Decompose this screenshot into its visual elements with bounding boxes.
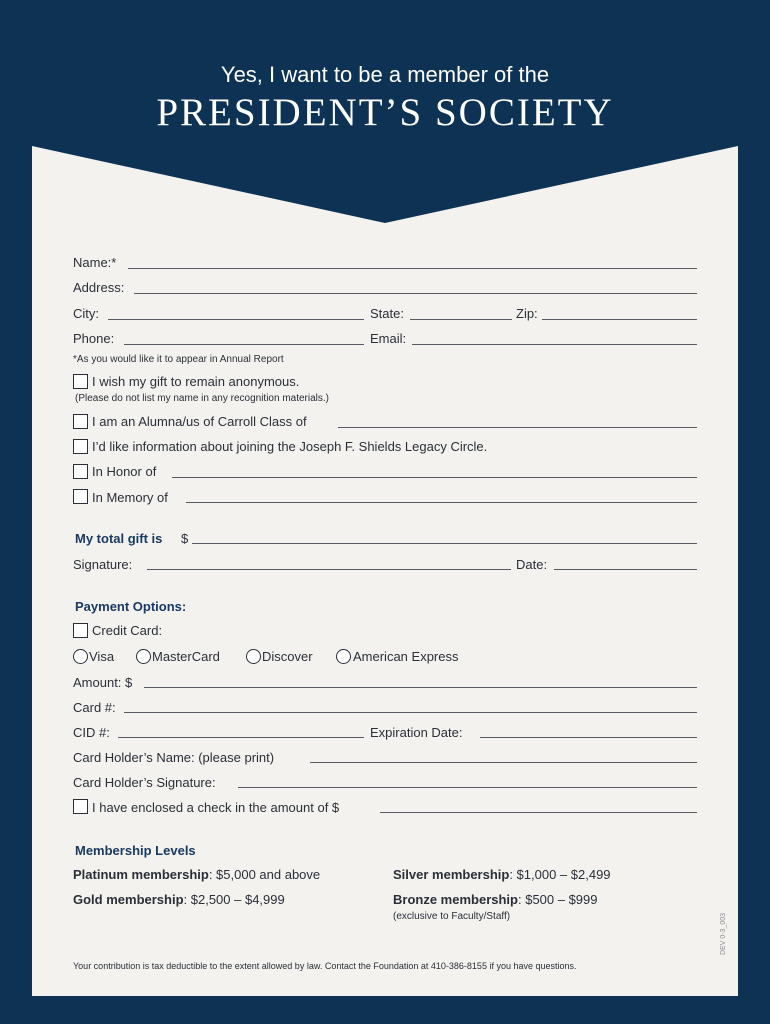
gold-name: Gold membership — [73, 892, 184, 907]
email-label: Email: — [370, 331, 407, 346]
mastercard-radio[interactable] — [136, 649, 151, 664]
signature-label: Signature: — [73, 557, 133, 572]
name-label: Name:* — [73, 255, 117, 270]
signature-field[interactable] — [147, 569, 511, 570]
name-footnote: *As you would like it to appear in Annual Report — [73, 354, 284, 365]
total-gift-currency: $ — [181, 531, 189, 546]
bronze-level — [393, 892, 598, 908]
amount-label: Amount: $ — [73, 675, 133, 690]
expiration-label: Expiration Date: — [370, 725, 463, 740]
visa-label: Visa — [89, 649, 115, 664]
visa-radio[interactable] — [73, 649, 88, 664]
platinum-range: : $5,000 and above — [208, 867, 321, 882]
amount-field[interactable] — [144, 687, 697, 688]
check-label: I have enclosed a check in the amount of $ — [92, 800, 340, 815]
city-field[interactable] — [108, 319, 364, 320]
mastercard-label: MasterCard — [152, 649, 220, 664]
header-title: PRESIDENT’S SOCIETY — [156, 91, 614, 134]
credit-card-label: Credit Card: — [92, 623, 163, 638]
bronze-name: Bronze membership — [393, 892, 518, 907]
card-number-label: Card #: — [73, 700, 116, 715]
platinum-name: Platinum membership — [73, 867, 209, 882]
check-checkbox[interactable] — [73, 799, 88, 814]
phone-field[interactable] — [124, 344, 364, 345]
holder-signature-field[interactable] — [238, 787, 697, 788]
footer-note: Your contribution is tax deductible to the extent allowed by law. Contact the Foundation at 410-386-8155 if you have questions. — [73, 961, 577, 971]
address-label: Address: — [73, 280, 125, 295]
payment-heading: Payment Options: — [75, 599, 187, 614]
state-label: State: — [370, 306, 404, 321]
gold-level — [73, 892, 285, 908]
zip-label: Zip: — [516, 306, 538, 321]
total-gift-field[interactable] — [192, 543, 697, 544]
silver-range: : $1,000 – $2,499 — [509, 867, 611, 882]
zip-field[interactable] — [542, 319, 697, 320]
alumna-label: I am an Alumna/us of Carroll Class of — [92, 414, 307, 429]
legacy-checkbox[interactable] — [73, 439, 88, 454]
memory-field[interactable] — [186, 502, 697, 503]
silver-name: Silver membership — [393, 867, 510, 882]
header-subtitle: Yes, I want to be a member of the — [220, 62, 550, 87]
card-number-field[interactable] — [124, 712, 697, 713]
address-field[interactable] — [134, 293, 697, 294]
state-field[interactable] — [410, 319, 512, 320]
class-year-field[interactable] — [338, 427, 697, 428]
honor-label: In Honor of — [92, 464, 157, 479]
memory-label: In Memory of — [92, 490, 168, 505]
form-code: DEV 0-3_003 — [720, 912, 727, 955]
silver-level — [393, 867, 611, 883]
memory-checkbox[interactable] — [73, 489, 88, 504]
holder-signature-label: Card Holder’s Signature: — [73, 775, 216, 790]
email-field[interactable] — [412, 344, 697, 345]
anonymous-note: (Please do not list my name in any recognition materials.) — [75, 393, 330, 404]
expiration-field[interactable] — [480, 737, 697, 738]
discover-radio[interactable] — [246, 649, 261, 664]
anonymous-checkbox[interactable] — [73, 374, 88, 389]
cid-label: CID #: — [73, 725, 110, 740]
check-amount-field[interactable] — [380, 812, 697, 813]
gold-range: : $2,500 – $4,999 — [183, 892, 285, 907]
honor-field[interactable] — [172, 477, 697, 478]
total-gift-label: My total gift is — [75, 531, 163, 546]
holder-name-field[interactable] — [310, 762, 697, 763]
anonymous-label: I wish my gift to remain anonymous. — [92, 374, 300, 389]
american-express-radio[interactable] — [336, 649, 351, 664]
date-label: Date: — [516, 557, 548, 572]
honor-checkbox[interactable] — [73, 464, 88, 479]
phone-label: Phone: — [73, 331, 115, 346]
cid-field[interactable] — [118, 737, 364, 738]
bronze-range: : $500 – $999 — [517, 892, 598, 907]
discover-label: Discover — [262, 649, 313, 664]
holder-name-label: Card Holder’s Name: (please print) — [73, 750, 275, 765]
credit-card-checkbox[interactable] — [73, 623, 88, 638]
legacy-label: I’d like information about joining the Joseph F. Shields Legacy Circle. — [92, 439, 488, 454]
name-field[interactable] — [128, 268, 697, 269]
membership-heading: Membership Levels — [75, 843, 196, 858]
date-field[interactable] — [554, 569, 697, 570]
american-express-label: American Express — [353, 649, 459, 664]
bronze-note: (exclusive to Faculty/Staff) — [393, 911, 511, 922]
city-label: City: — [73, 306, 99, 321]
platinum-level — [73, 867, 320, 883]
alumna-checkbox[interactable] — [73, 414, 88, 429]
donation-form-card — [32, 27, 738, 996]
